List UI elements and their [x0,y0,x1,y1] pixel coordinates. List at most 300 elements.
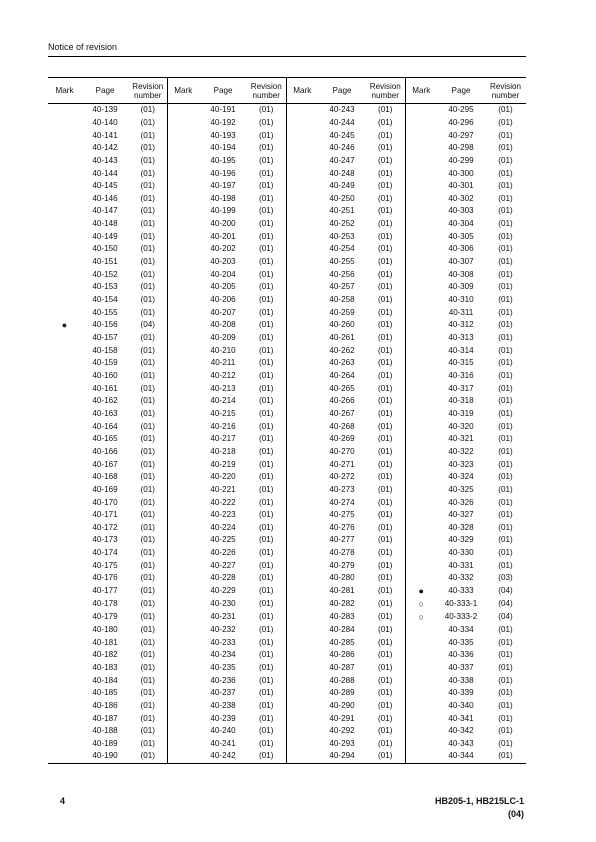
mark-cell [405,243,437,256]
revision-cell: (01) [129,332,167,345]
mark-cell [286,180,318,193]
table-row [48,256,526,269]
revision-cell: (01) [247,155,286,168]
revision-cell: (01) [129,205,167,218]
mark-cell [286,534,318,547]
revision-cell: (01) [366,725,405,738]
mark-cell [48,319,81,332]
revision-cell: (01) [247,142,286,155]
mark-cell [167,611,199,624]
revision-cell: (01) [247,256,286,269]
mark-cell [48,180,81,193]
mark-cell [167,725,199,738]
revision-cell: (01) [498,371,513,381]
page-cell: 40-170 [92,497,118,507]
revision-cell: (01) [129,306,167,319]
table-row [48,382,526,395]
mark-cell [405,572,437,585]
mark-cell [167,572,199,585]
mark-cell [48,572,81,585]
revision-cell: (01) [498,231,513,241]
revision-cell: (01) [129,649,167,662]
table-row [48,674,526,687]
mark-cell [286,205,318,218]
page-cell: 40-296 [448,117,474,127]
page-cell: 40-195 [210,155,236,165]
page-cell: 40-279 [329,560,355,570]
page-cell: 40-168 [92,472,118,482]
mark-cell [167,624,199,637]
revision-cell: (01) [366,294,405,307]
mark-cell [48,104,81,117]
mark-cell [167,712,199,725]
revision-cell: (01) [129,420,167,433]
mark-cell [286,306,318,319]
column-header-revision: Revision number [129,78,167,104]
page-cell: 40-193 [210,130,236,140]
mark-cell [405,649,437,662]
mark-cell [405,750,437,763]
page-cell: 40-337 [448,662,474,672]
page-cell: 40-293 [329,738,355,748]
revision-cell: (01) [498,257,513,266]
revision-cell: (01) [247,725,286,738]
mark-cell [48,243,81,256]
revision-cell: (01) [498,662,513,672]
page-cell: 40-255 [329,257,355,266]
page-cell: 40-333 [448,586,474,596]
mark-cell [405,117,437,130]
mark-cell [167,357,199,370]
mark-cell [286,484,318,497]
mark-cell [405,370,437,383]
revision-cell: (01) [129,572,167,585]
table-row [48,104,526,117]
mark-cell [48,230,81,243]
table-row [48,750,526,763]
page-cell: 40-284 [329,625,355,635]
mark-cell [167,750,199,763]
revision-cell: (01) [129,624,167,637]
page-cell: 40-244 [329,117,355,127]
revision-cell: (01) [366,484,405,497]
mark-cell [405,357,437,370]
mark-cell [286,167,318,180]
revision-cell: (01) [366,611,405,624]
column-header-revision: Revision number [247,78,286,104]
mark-cell [405,294,437,307]
mark-cell [48,155,81,168]
revision-cell: (01) [247,598,286,611]
mark-cell [167,129,199,142]
mark-cell [405,737,437,750]
page-cell: 40-178 [92,599,118,609]
mark-cell [405,534,437,547]
table-row [48,687,526,700]
page-cell: 40-234 [210,650,236,660]
page-cell: 40-148 [92,219,118,229]
page-cell: 40-150 [92,244,118,254]
revision-cell: (01) [366,522,405,535]
mark-cell [48,117,81,130]
mark-cell [48,332,81,345]
revision-cell: (01) [129,585,167,598]
mark-cell [405,496,437,509]
table-row [48,572,526,585]
table-row [48,281,526,294]
mark-cell [48,294,81,307]
revision-cell: (01) [247,281,286,294]
mark-cell [167,737,199,750]
page-cell: 40-327 [448,510,474,520]
page-cell: 40-343 [448,738,474,748]
revision-cell: (01) [129,712,167,725]
revision-cell: (04) [129,319,167,332]
revision-cell: (04) [498,612,513,622]
revision-cell: (01) [366,357,405,370]
page-cell: 40-217 [210,434,236,444]
revision-cell: (01) [129,180,167,193]
revision-cell: (01) [498,713,513,723]
mark-cell [286,572,318,585]
mark-cell [48,484,81,497]
mark-cell [167,218,199,231]
page-cell: 40-315 [448,358,474,368]
revision-cell: (01) [498,625,513,635]
revision-cell: (01) [129,509,167,522]
mark-cell [405,509,437,522]
mark-cell [286,104,318,117]
page-cell: 40-165 [92,434,118,444]
revision-table [48,77,526,764]
page-cell: 40-261 [329,333,355,343]
page-cell: 40-140 [92,117,118,127]
page-cell: 40-156 [92,320,118,330]
page-cell: 40-153 [92,282,118,292]
mark-cell [167,268,199,281]
page-cell: 40-154 [92,294,118,304]
revision-cell: (01) [498,105,513,115]
filled-circle-icon: ● [61,319,68,330]
page-cell: 40-299 [448,155,474,165]
page-cell: 40-200 [210,219,236,229]
revision-cell: (01) [129,243,167,256]
page-cell: 40-264 [329,371,355,381]
page-cell: 40-246 [329,143,355,153]
mark-cell [286,230,318,243]
page-cell: 40-305 [448,231,474,241]
mark-cell [286,611,318,624]
column-header-mark: Mark [405,78,437,104]
table-header-row [48,78,526,104]
page-cell: 40-184 [92,675,118,685]
page-cell: 40-252 [329,219,355,229]
revision-cell: (01) [247,218,286,231]
mark-cell [405,636,437,649]
revision-cell: (01) [366,712,405,725]
revision-cell: (01) [366,547,405,560]
page-cell: 40-221 [210,484,236,494]
revision-cell: (01) [366,117,405,130]
table-row [48,268,526,281]
mark-cell [405,471,437,484]
revision-cell: (01) [366,142,405,155]
page-cell: 40-285 [329,637,355,647]
revision-cell: (01) [247,117,286,130]
page-cell: 40-311 [448,307,474,317]
page-cell: 40-288 [329,675,355,685]
mark-cell [286,281,318,294]
revision-cell: (01) [366,167,405,180]
revision-cell: (01) [247,205,286,218]
table-row [48,129,526,142]
mark-cell [167,458,199,471]
revision-cell: (01) [498,345,513,355]
page-cell: 40-202 [210,244,236,254]
footer-model-name: HB205-1, HB215LC-1 [434,796,524,806]
table-row [48,598,526,611]
mark-cell [167,382,199,395]
revision-cell: (01) [247,737,286,750]
column-header-page: Page [199,78,247,104]
page-cell: 40-340 [448,700,474,710]
page-cell: 40-294 [318,750,366,763]
mark-cell [167,306,199,319]
page-cell: 40-273 [329,484,355,494]
mark-cell [48,205,81,218]
revision-cell: (01) [498,650,513,660]
page-cell: 40-331 [448,560,474,570]
page-cell: 40-159 [92,358,118,368]
revision-cell: (01) [129,268,167,281]
page-cell: 40-281 [329,586,355,596]
revision-cell: (01) [129,117,167,130]
page-cell: 40-334 [448,625,474,635]
revision-cell: (01) [247,458,286,471]
mark-cell [167,104,199,117]
mark-cell [167,598,199,611]
revision-cell: (01) [247,471,286,484]
mark-cell [405,598,437,611]
revision-cell: (01) [498,560,513,570]
mark-cell [405,712,437,725]
page-cell: 40-141 [92,130,118,140]
revision-cell: (01) [247,700,286,713]
revision-cell: (01) [498,219,513,229]
revision-cell: (01) [247,484,286,497]
page-cell: 40-198 [210,193,236,203]
mark-cell [286,649,318,662]
page-cell: 40-240 [210,726,236,736]
mark-cell [405,205,437,218]
table-row [48,395,526,408]
revision-cell: (01) [247,345,286,358]
mark-cell [286,268,318,281]
mark-cell [286,598,318,611]
revision-cell: (01) [366,218,405,231]
page-cell: 40-333-2 [444,612,478,622]
page-cell: 40-166 [92,446,118,456]
mark-cell [286,559,318,572]
revision-cell: (01) [366,370,405,383]
mark-cell [286,446,318,459]
column-header-page: Page [318,78,366,104]
mark-cell [286,737,318,750]
revision-cell: (01) [498,193,513,203]
page-cell: 40-238 [210,700,236,710]
mark-cell [167,395,199,408]
revision-cell: (01) [366,205,405,218]
mark-cell [48,129,81,142]
revision-cell: (01) [366,230,405,243]
mark-cell [286,192,318,205]
mark-cell [48,268,81,281]
mark-cell [286,750,318,763]
revision-cell: (01) [129,142,167,155]
page-cell: 40-205 [210,282,236,292]
mark-cell [286,458,318,471]
mark-cell [286,725,318,738]
table-row [48,712,526,725]
revision-cell: (01) [366,649,405,662]
revision-cell: (01) [366,345,405,358]
page-cell: 40-312 [448,320,474,330]
revision-cell: (01) [247,433,286,446]
page-cell: 40-321 [448,434,474,444]
revision-cell: (01) [129,534,167,547]
revision-cell: (01) [366,104,405,117]
revision-cell: (01) [129,636,167,649]
footer-edition: (04) [507,809,524,819]
revision-cell: (01) [485,750,526,763]
revision-cell: (01) [366,737,405,750]
mark-cell [286,370,318,383]
page-cell: 40-218 [210,446,236,456]
page-cell: 40-265 [329,383,355,393]
page-cell: 40-253 [329,231,355,241]
mark-cell [286,496,318,509]
table-row [48,117,526,130]
revision-cell: (01) [247,585,286,598]
page-cell: 40-339 [448,688,474,698]
revision-cell: (01) [366,408,405,421]
page-cell: 40-330 [448,548,474,558]
column-header-revision: Revision number [485,78,526,104]
mark-cell [167,700,199,713]
revision-cell: (01) [247,547,286,560]
revision-cell: (01) [366,598,405,611]
page-cell: 40-295 [448,105,474,115]
revision-cell: (01) [498,497,513,507]
table-row [48,547,526,560]
page-cell: 40-209 [210,333,236,343]
table-row [48,420,526,433]
mark-cell [48,624,81,637]
mark-cell [286,142,318,155]
mark-cell [405,142,437,155]
page-cell: 40-319 [448,409,474,419]
revision-cell: (01) [247,104,286,117]
revision-cell: (01) [498,333,513,343]
revision-cell: (01) [247,230,286,243]
revision-cell: (01) [366,395,405,408]
page-cell: 40-233 [210,637,236,647]
mark-cell [167,662,199,675]
revision-cell: (01) [498,181,513,191]
revision-cell: (01) [498,421,513,431]
mark-cell [286,509,318,522]
mark-cell [48,674,81,687]
mark-cell [405,129,437,142]
revision-cell: (01) [366,180,405,193]
revision-cell: (01) [366,433,405,446]
revision-cell: (01) [366,192,405,205]
revision-cell: (01) [129,382,167,395]
mark-cell [48,446,81,459]
revision-cell: (01) [129,662,167,675]
revision-cell: (01) [366,624,405,637]
page-cell: 40-203 [210,257,236,266]
page-cell: 40-171 [92,510,118,520]
revision-cell: (01) [129,294,167,307]
page-cell: 40-214 [210,396,236,406]
revision-cell: (01) [247,712,286,725]
mark-cell [405,559,437,572]
mark-cell [405,611,437,624]
table-row [48,458,526,471]
mark-cell [286,117,318,130]
page-cell: 40-189 [92,738,118,748]
mark-cell [48,345,81,358]
revision-cell: (01) [247,306,286,319]
page-cell: 40-271 [329,459,355,469]
mark-cell [405,382,437,395]
revision-cell: (01) [129,484,167,497]
mark-cell [167,559,199,572]
column-header-revision: Revision number [366,78,405,104]
mark-cell [286,471,318,484]
mark-cell [48,611,81,624]
page-cell: 40-163 [92,409,118,419]
table-row [48,294,526,307]
mark-cell [286,218,318,231]
table-row [48,332,526,345]
page-cell: 40-177 [92,586,118,596]
revision-cell: (01) [498,143,513,153]
revision-cell: (01) [498,130,513,140]
page-cell: 40-185 [92,688,118,698]
revision-cell: (01) [129,458,167,471]
revision-cell: (01) [129,598,167,611]
mark-cell [286,357,318,370]
revision-cell: (01) [498,358,513,368]
mark-cell [167,167,199,180]
page-cell: 40-326 [448,497,474,507]
page-cell: 40-306 [448,244,474,254]
page-cell: 40-144 [92,168,118,178]
page-cell: 40-149 [92,231,118,241]
revision-cell: (01) [247,509,286,522]
page-cell: 40-290 [329,700,355,710]
page-cell: 40-309 [448,282,474,292]
page-cell: 40-186 [92,700,118,710]
mark-cell [167,433,199,446]
page-cell: 40-318 [448,396,474,406]
page-cell: 40-219 [210,459,236,469]
page-cell: 40-201 [210,231,236,241]
page-cell: 40-313 [448,333,474,343]
page-cell: 40-235 [210,662,236,672]
